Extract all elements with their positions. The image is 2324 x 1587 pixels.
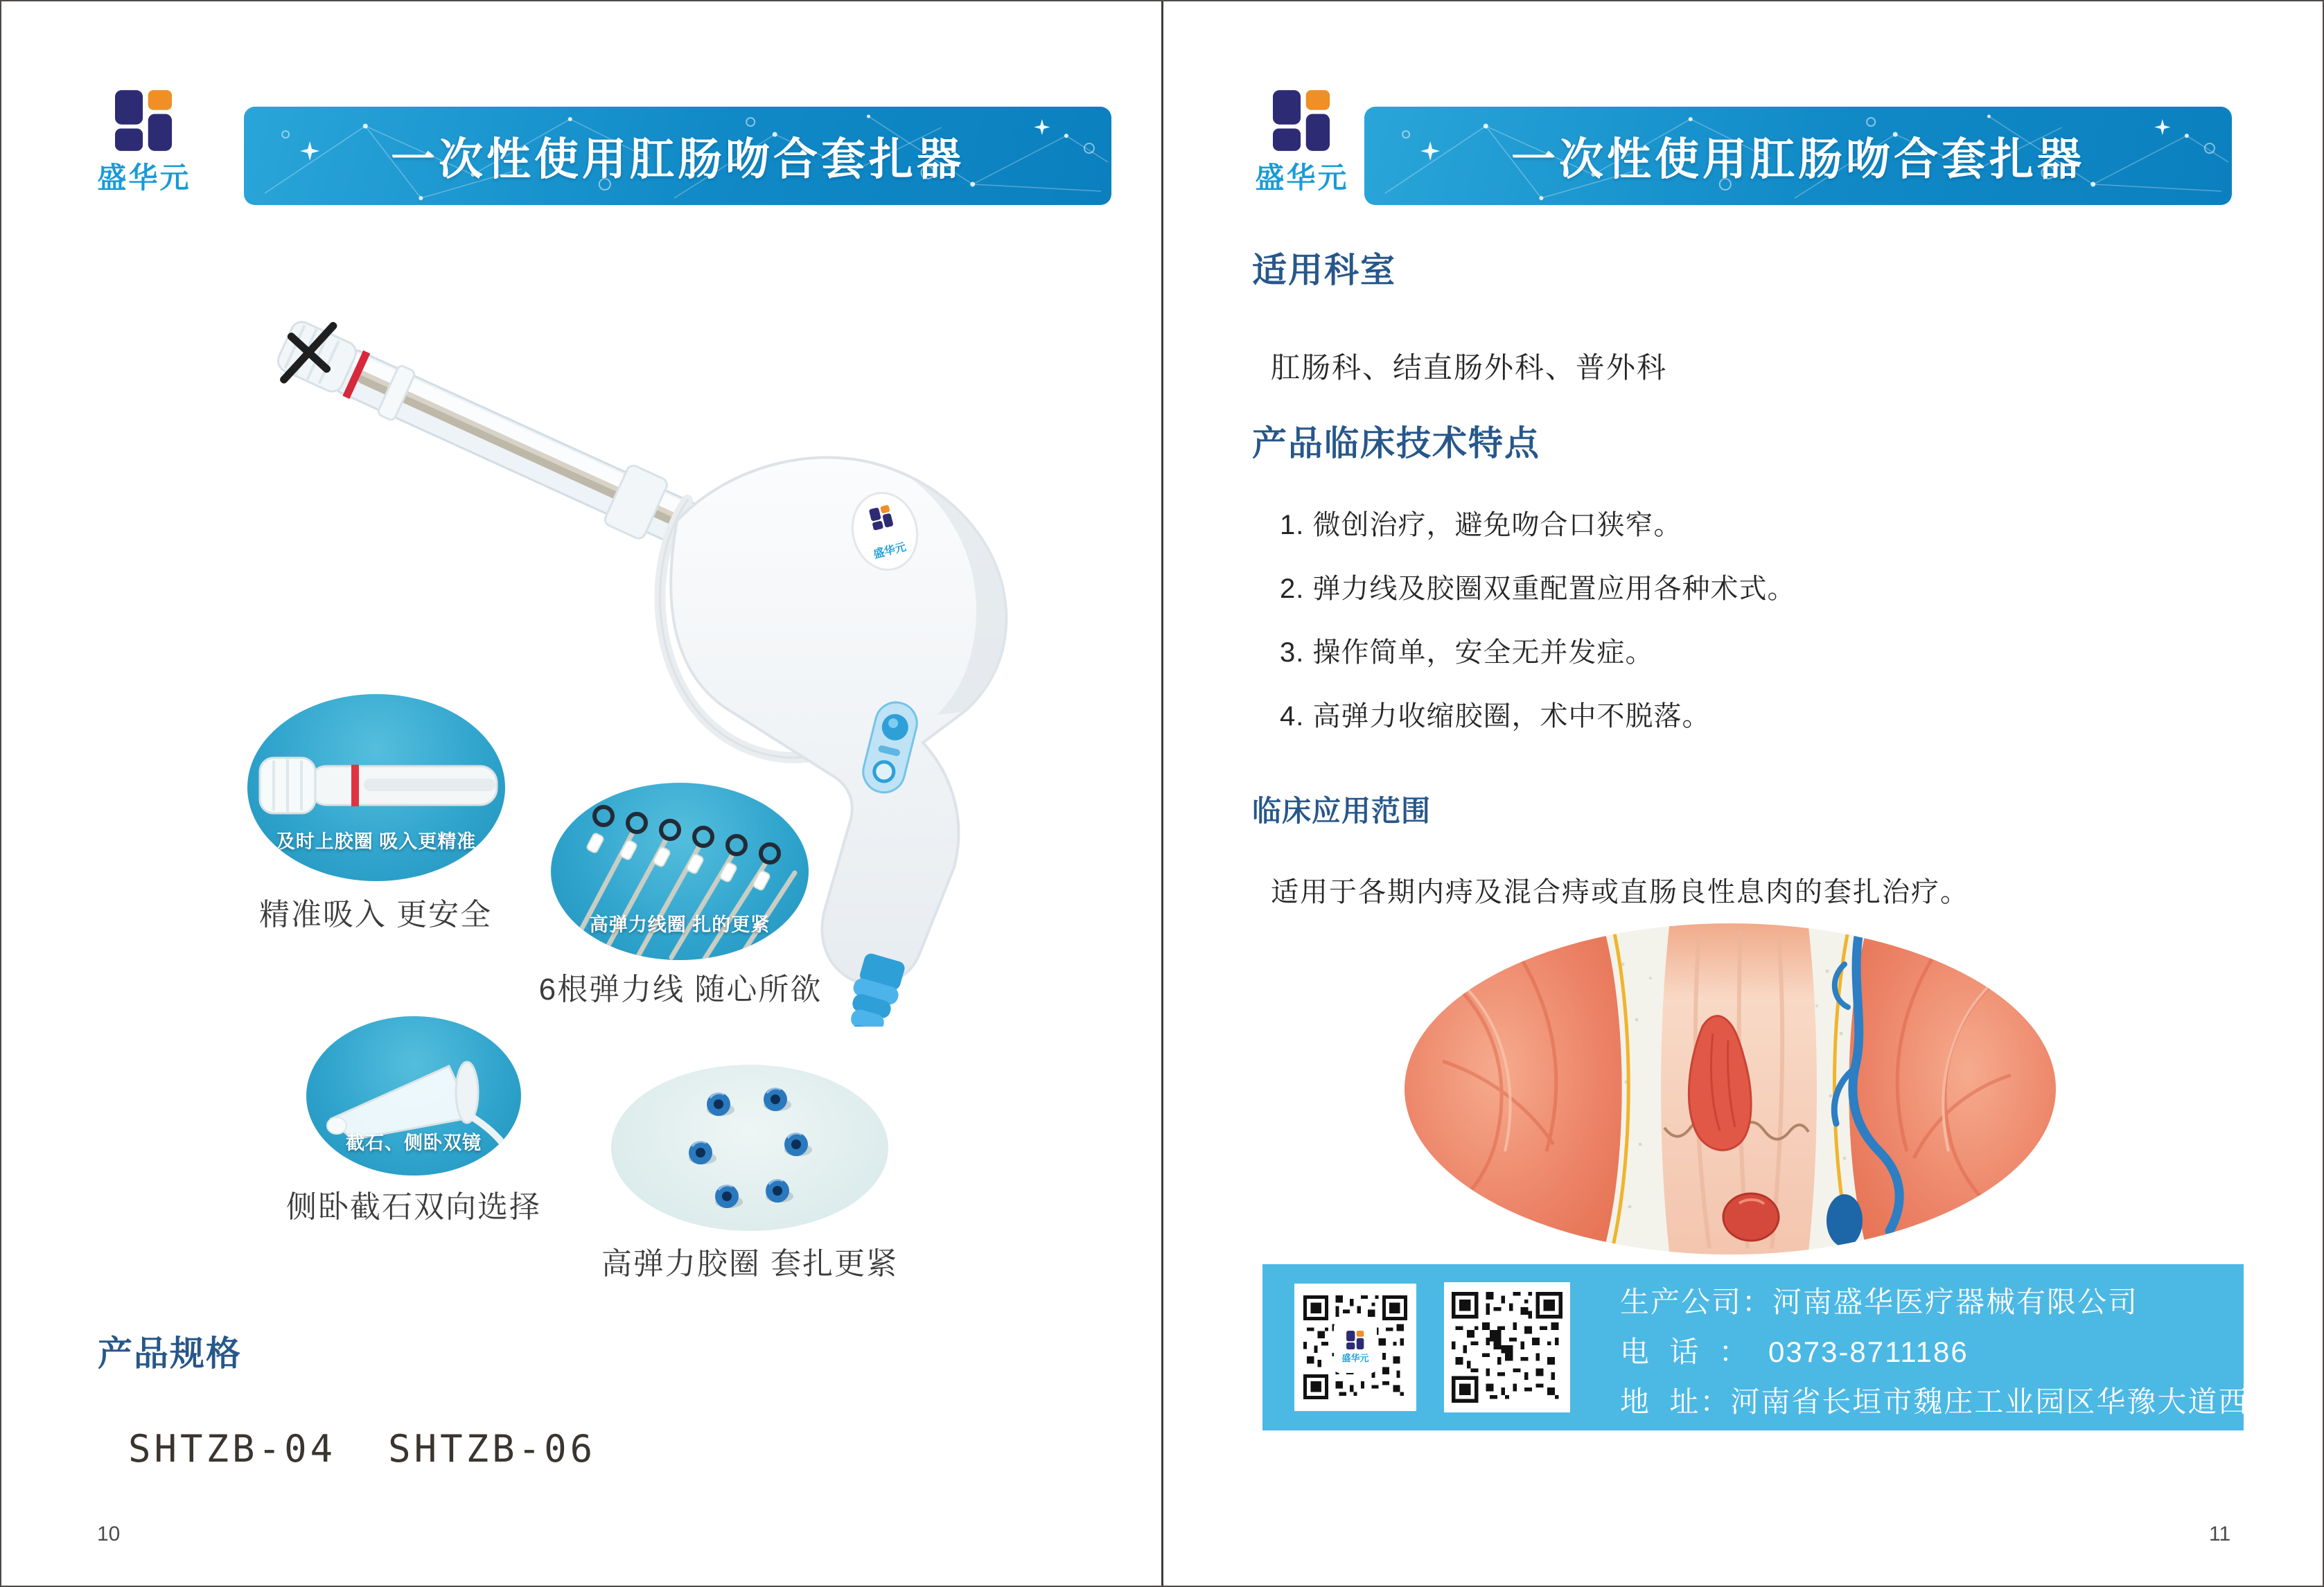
feature-caption: 6根弹力线 随心所欲: [538, 973, 822, 1007]
qr-code-wechat: [1294, 1284, 1416, 1411]
feature-caption: 侧卧截石双向选择: [286, 1190, 541, 1224]
feature-item-2: 2. 弹力线及胶圈双重配置应用各种术式。: [1280, 574, 1796, 604]
brand-name: 盛华元: [1255, 161, 1349, 194]
qr-code-website: [1444, 1282, 1570, 1412]
qr-logo-text: 盛华元: [1341, 1353, 1369, 1363]
features-heading: 产品临床技术特点: [1252, 424, 1540, 463]
feature-photo-anoscope: [306, 1016, 521, 1176]
banner-left: [244, 107, 1111, 205]
feature-photo-elastic-lines: [551, 783, 809, 960]
hemorrhoid-anatomy-illustration: [1401, 923, 2059, 1255]
feature-overlay-text: 高弹力线圈 扎的更紧: [589, 914, 771, 935]
banner-right: [1364, 107, 2232, 205]
qr-center-logo: [1334, 1322, 1377, 1373]
feature-caption: 精准吸入 更安全: [258, 898, 493, 932]
page-number-right: 11: [2209, 1523, 2231, 1545]
specs-heading: 产品规格: [98, 1334, 242, 1373]
shenghuayuan-logo-icon: [1346, 1331, 1364, 1349]
shenghuayuan-logo-icon: [115, 90, 173, 151]
product-models: SHTZB-04 SHTZB-06: [128, 1427, 597, 1471]
shenghuayuan-logo-icon: [1273, 90, 1331, 151]
feature-photo-suction: [247, 694, 505, 881]
dept-heading: 适用科室: [1252, 251, 1396, 290]
dept-body: 肛肠科、结直肠外科、普外科: [1271, 351, 1668, 384]
svg-text:盛华元: 盛华元: [872, 541, 908, 561]
feature-overlay-text: 截石、侧卧双镜: [346, 1133, 482, 1153]
brand-name: 盛华元: [97, 161, 191, 194]
scope-heading: 临床应用范围: [1252, 795, 1432, 827]
rubber-rings-sketch: [611, 1065, 888, 1231]
feature-item-1: 1. 微创治疗，避免吻合口狭窄。: [1280, 510, 1682, 540]
address-line: 地 址：河南省长垣市魏庄工业园区华豫大道西侧: [1620, 1385, 2280, 1418]
contact-footer: [1262, 1264, 2280, 1430]
company-line: 生产公司：河南盛华医疗器械有限公司: [1620, 1286, 2139, 1318]
feature-photo-rubber-rings: [611, 1065, 888, 1231]
page-number-left: 10: [97, 1523, 121, 1545]
feature-item-4: 4. 高弹力收缩胶圈，术中不脱落。: [1280, 701, 1711, 732]
brand-block-left: [83, 90, 205, 197]
brand-block-right: [1241, 90, 1363, 197]
banner-title: 一次性使用肛肠吻合套扎器: [391, 134, 965, 184]
page-left: [1, 1, 1162, 1586]
contact-info: [1620, 1288, 2279, 1417]
feature-item-3: 3. 操作简单，安全无并发症。: [1280, 637, 1654, 668]
banner-title: 一次性使用肛肠吻合套扎器: [1511, 134, 2085, 184]
qr-pattern-icon: [1452, 1292, 1562, 1403]
page-right: [1163, 1, 2323, 1586]
phone-line: 电 话 ： 0373-8711186: [1620, 1336, 1969, 1368]
feature-caption: 高弹力胶圈 套扎更紧: [601, 1247, 899, 1281]
scope-body: 适用于各期内痔及混合痔或直肠良性息肉的套扎治疗。: [1271, 877, 1969, 907]
feature-overlay-text: 及时上胶圈 吸入更精准: [276, 831, 477, 852]
